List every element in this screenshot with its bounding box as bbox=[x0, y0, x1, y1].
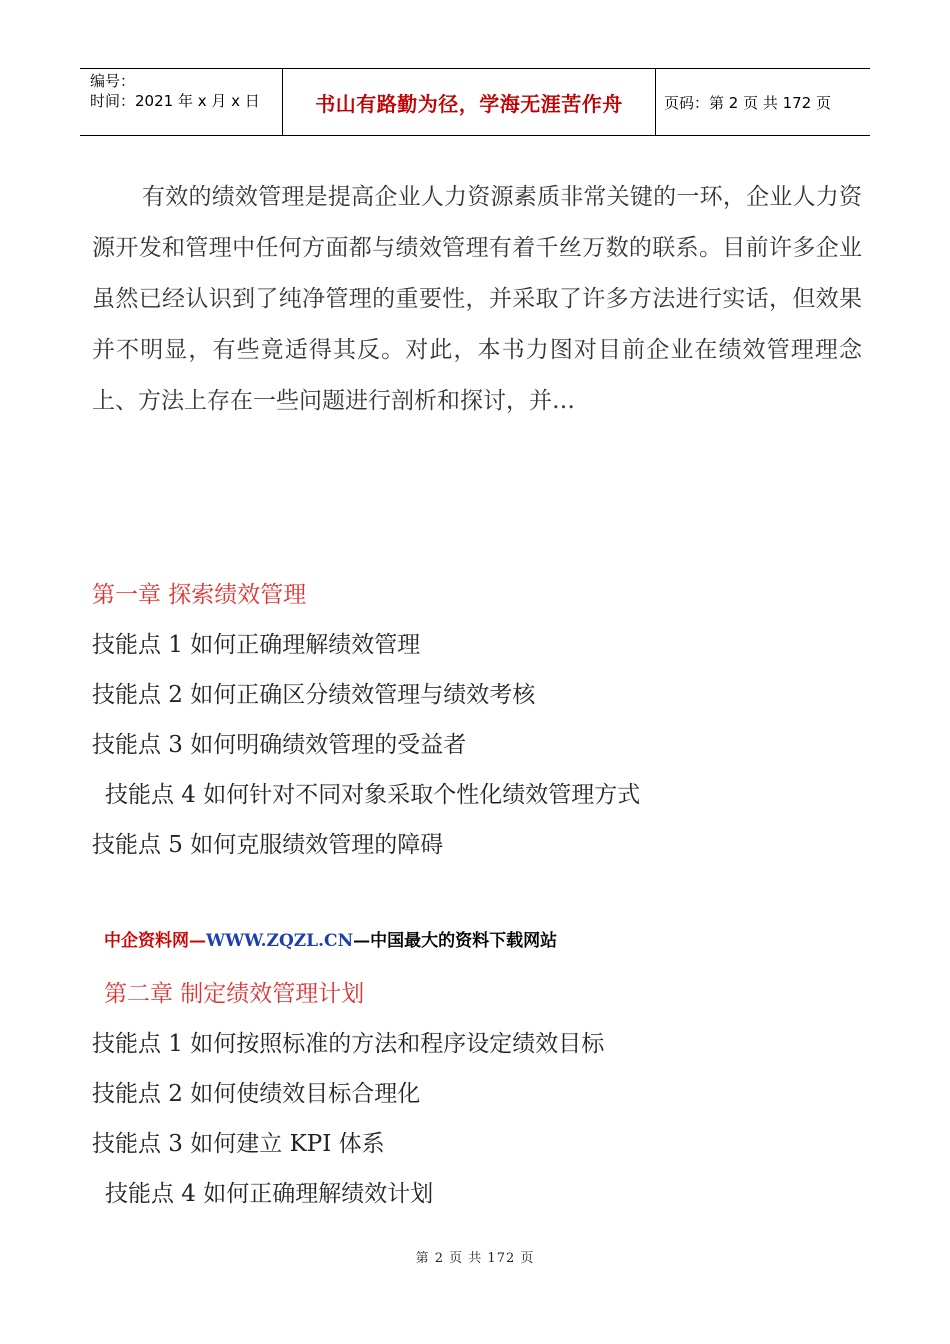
chapter-2-skill-2: 技能点 2 如何使绩效目标合理化 bbox=[92, 1081, 421, 1107]
intro-paragraph: 有效的绩效管理是提高企业人力资源素质非常关键的一环，企业人力资源开发和管理中任何方面都与绩效管理有着千丝万数的联系。目前许多企业虽然已经认识到了纯净管理的重要性，并采取了许多方法进行实话，但效果并不明显，有些竟适得其反。对此，本书力图对目前企业在绩效管理理念上、方法上存在一些问题进行剖析和探讨，并… bbox=[92, 184, 862, 414]
chapter-1-skill-5: 技能点 5 如何克服绩效管理的障碍 bbox=[92, 832, 444, 858]
banner-site-slogan: —中国最大的资料下载网站 bbox=[353, 931, 558, 951]
banner-site-name: 中企资料网— bbox=[104, 931, 206, 951]
chapter-2-skill-1: 技能点 1 如何按照标准的方法和程序设定绩效目标 bbox=[92, 1031, 605, 1057]
page-footer bbox=[0, 1247, 950, 1266]
header-table bbox=[80, 68, 870, 136]
banner-site-url: WWW.ZQZL.CN bbox=[206, 931, 354, 951]
chapter-1-skill-2: 技能点 2 如何正确区分绩效管理与绩效考核 bbox=[92, 682, 536, 708]
header-info-cell bbox=[80, 69, 282, 135]
chapter-2-skill-3: 技能点 3 如何建立 KPI 体系 bbox=[92, 1131, 385, 1157]
chapter-1-title: 第一章 探索绩效管理 bbox=[92, 582, 307, 608]
header-motto: 书山有路勤为径，学海无涯苦作舟 bbox=[282, 69, 656, 135]
intro-section bbox=[92, 172, 862, 427]
chapter-2-title: 第二章 制定绩效管理计划 bbox=[104, 981, 365, 1007]
chapter-1-skill-4: 技能点 4 如何针对不同对象采取个性化绩效管理方式 bbox=[105, 782, 641, 808]
document-number-label: 编号： bbox=[90, 72, 136, 90]
header-page-label: 页码：第 2 页 共 172 页 bbox=[664, 93, 832, 112]
document-time-label: 时间：2021 年 x 月 x 日 bbox=[90, 92, 260, 110]
chapter-1-skill-3: 技能点 3 如何明确绩效管理的受益者 bbox=[92, 732, 467, 758]
footer-page-number: 第 2 页 共 172 页 bbox=[415, 1251, 535, 1266]
site-banner bbox=[104, 926, 557, 951]
chapter-1-skill-1: 技能点 1 如何正确理解绩效管理 bbox=[92, 632, 421, 658]
chapter-2-skill-4: 技能点 4 如何正确理解绩效计划 bbox=[105, 1181, 434, 1207]
